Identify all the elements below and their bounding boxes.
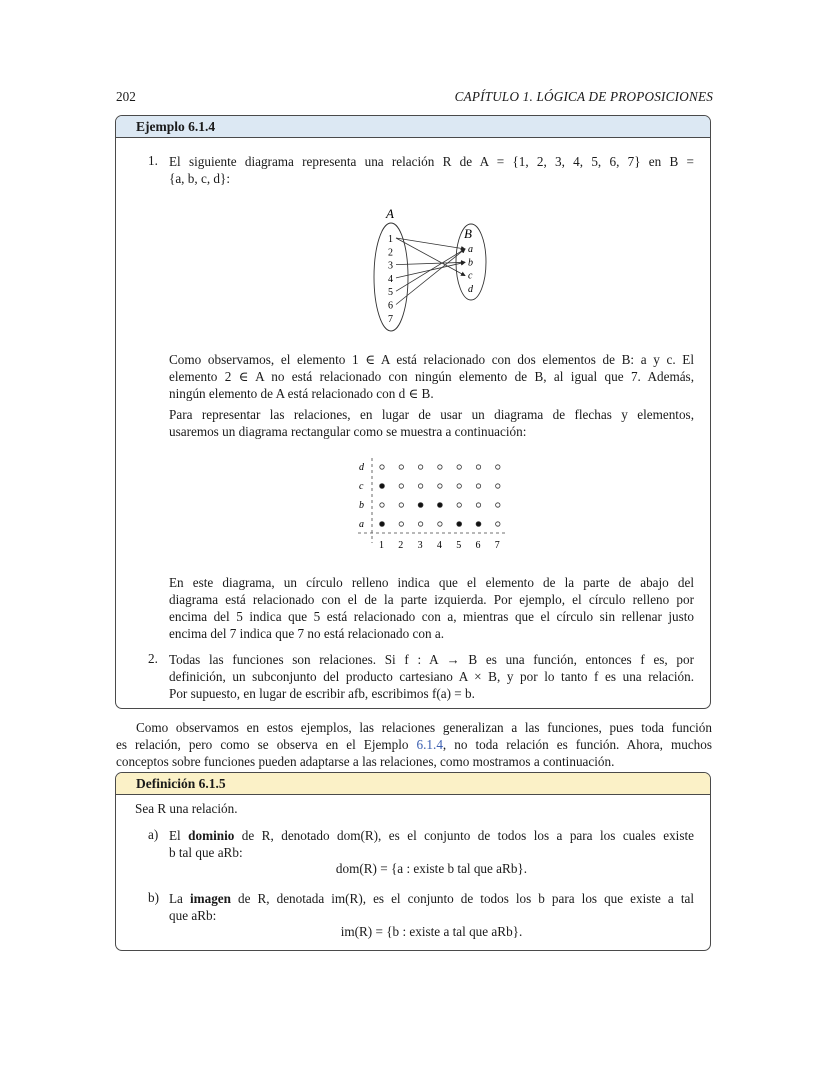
grid-dot-2-b xyxy=(399,503,403,507)
item-2-marker: 2. xyxy=(148,651,158,666)
grid-x-label: 2 xyxy=(398,540,404,551)
grid-dot-3-b xyxy=(418,503,423,508)
item-b-line2: que aRb: xyxy=(169,908,217,923)
grid-x-label: 6 xyxy=(475,540,481,551)
body-line: es relación, pero como se observa en el Ejemplo 6.1.4, no toda relación es función. Ahora, muchos xyxy=(116,737,712,752)
grid-y-label: c xyxy=(359,481,364,492)
grid-dot-3-c xyxy=(418,484,422,488)
para3-line: diagrama está relacionado con el de la parte izquierda. Por ejemplo, el círculo relleno por xyxy=(169,592,694,607)
item-2-line: Todas las funciones son relaciones. Si f : A → B es una función, entonces f es, por xyxy=(169,652,694,667)
item-b-post: de R, denotada im(R), es el conjunto de todos los b para los que existe a tal xyxy=(230,891,694,906)
item-1-marker: 1. xyxy=(148,153,158,168)
grid-dot-2-c xyxy=(399,484,403,488)
grid-dot-5-a xyxy=(457,522,462,527)
grid-dot-1-c xyxy=(380,484,385,489)
relation-grid xyxy=(350,455,515,555)
example-title: Ejemplo 6.1.4 xyxy=(116,116,710,138)
grid-dot-1-d xyxy=(380,465,384,469)
item-b-marker: b) xyxy=(148,890,159,905)
grid-y-label: a xyxy=(359,519,364,530)
item-1-intro-line2: {a, b, c, d}: xyxy=(169,171,230,186)
grid-dot-6-a xyxy=(476,522,481,527)
grid-dot-1-b xyxy=(380,503,384,507)
set-B-element: b xyxy=(468,257,473,269)
para3-line: encima del 7 indica que 7 no está relacionado con a. xyxy=(169,626,444,641)
grid-y-label: b xyxy=(359,500,364,511)
term-dominio: dominio xyxy=(188,828,235,843)
arrow-6-a xyxy=(396,249,465,305)
item-a-marker: a) xyxy=(148,827,159,842)
grid-dot-6-c xyxy=(476,484,480,488)
grid-dot-5-c xyxy=(457,484,461,488)
item-1-intro-line1: El siguiente diagrama representa una relación R de A = {1, 2, 3, 4, 5, 6, 7} en B = xyxy=(169,154,694,169)
item-a-line2: b tal que aRb: xyxy=(169,845,243,860)
set-B-element: c xyxy=(468,270,473,282)
grid-y-label: d xyxy=(359,462,364,473)
grid-dot-7-c xyxy=(496,484,500,488)
set-B-element: d xyxy=(468,283,473,295)
running-head xyxy=(116,89,713,107)
para3-line: encima del 5 indica que 5 está relacionado con a, mientras que el círculo sin rellenar justo xyxy=(169,609,694,624)
grid-dot-2-a xyxy=(399,522,403,526)
grid-dot-7-a xyxy=(496,522,500,526)
grid-dot-1-a xyxy=(380,522,385,527)
grid-x-label: 5 xyxy=(456,540,462,551)
set-A-element: 2 xyxy=(388,247,393,259)
grid-dot-7-d xyxy=(496,465,500,469)
grid-dot-4-a xyxy=(438,522,442,526)
grid-dot-4-c xyxy=(438,484,442,488)
set-A-element: 5 xyxy=(388,287,393,299)
set-B-label: B xyxy=(464,226,472,241)
chapter-title: CAPÍTULO 1. LÓGICA DE PROPOSICIONES xyxy=(454,89,713,104)
set-A-element: 7 xyxy=(388,313,393,325)
grid-dot-5-d xyxy=(457,465,461,469)
para2-line: usaremos un diagrama rectangular como se muestra a continuación: xyxy=(169,424,527,439)
para2-line: Para representar las relaciones, en lugar de usar un diagrama de flechas y elementos, xyxy=(169,407,694,422)
grid-dot-6-d xyxy=(476,465,480,469)
para1-line: elemento 2 ∈ A no está relacionado con ningún elemento de B, al igual que 7. Además, xyxy=(169,369,694,384)
grid-dot-3-a xyxy=(418,522,422,526)
item-2-line: Por supuesto, en lugar de escribir afb, escribimos f(a) = b. xyxy=(169,686,475,701)
page-number: 202 xyxy=(116,89,136,104)
im-formula: im(R) = {b : existe a tal que aRb}. xyxy=(340,924,523,939)
grid-dot-7-b xyxy=(496,503,500,507)
item-a-pre: El xyxy=(169,828,189,843)
item-a-line1 xyxy=(169,827,694,844)
grid-x-label: 1 xyxy=(379,540,384,551)
item-b-line1 xyxy=(169,890,694,907)
grid-dot-5-b xyxy=(457,503,461,507)
grid-x-label: 3 xyxy=(417,540,423,551)
item-a-post: de R, denotado dom(R), es el conjunto de todos los a para los cuales existe xyxy=(234,828,694,843)
grid-dot-4-b xyxy=(438,503,443,508)
item-b-pre: La xyxy=(169,891,190,906)
arrow-diagram xyxy=(360,200,500,340)
grid-dot-4-d xyxy=(438,465,442,469)
para3-line: En este diagrama, un círculo relleno indica que el elemento de la parte de abajo del xyxy=(169,575,694,590)
term-imagen: imagen xyxy=(189,891,231,906)
para1-line: Como observamos, el elemento 1 ∈ A está relacionado con dos elementos de B: a y c. El xyxy=(169,352,694,367)
grid-x-label: 7 xyxy=(494,540,500,551)
set-B-element: a xyxy=(468,244,473,255)
definition-title: Definición 6.1.5 xyxy=(116,773,710,795)
set-A-element: 4 xyxy=(388,273,393,285)
set-A-label: A xyxy=(386,206,394,221)
body-line: conceptos sobre funciones pueden adaptarse a las relaciones, como mostramos a continuación. xyxy=(116,754,615,769)
example-link[interactable]: 6.1.4 xyxy=(416,737,443,752)
grid-dot-3-d xyxy=(418,465,422,469)
set-A-element: 1 xyxy=(388,234,393,245)
body-line: Como observamos en estos ejemplos, las relaciones generalizan a las funciones, pues toda función xyxy=(136,720,712,735)
item-2-line: definición, un subconjunto del producto cartesiano A × B, y por lo tanto f es una relación. xyxy=(169,669,694,684)
set-A-element: 6 xyxy=(388,300,393,312)
dom-formula: dom(R) = {a : existe b tal que aRb}. xyxy=(335,861,528,876)
grid-x-label: 4 xyxy=(436,540,442,551)
grid-dot-2-d xyxy=(399,465,403,469)
para1-line: ningún elemento de A está relacionado con d ∈ B. xyxy=(169,386,434,401)
grid-dot-6-b xyxy=(476,503,480,507)
set-A-element: 3 xyxy=(388,260,393,272)
definition-intro: Sea R una relación. xyxy=(135,801,238,816)
